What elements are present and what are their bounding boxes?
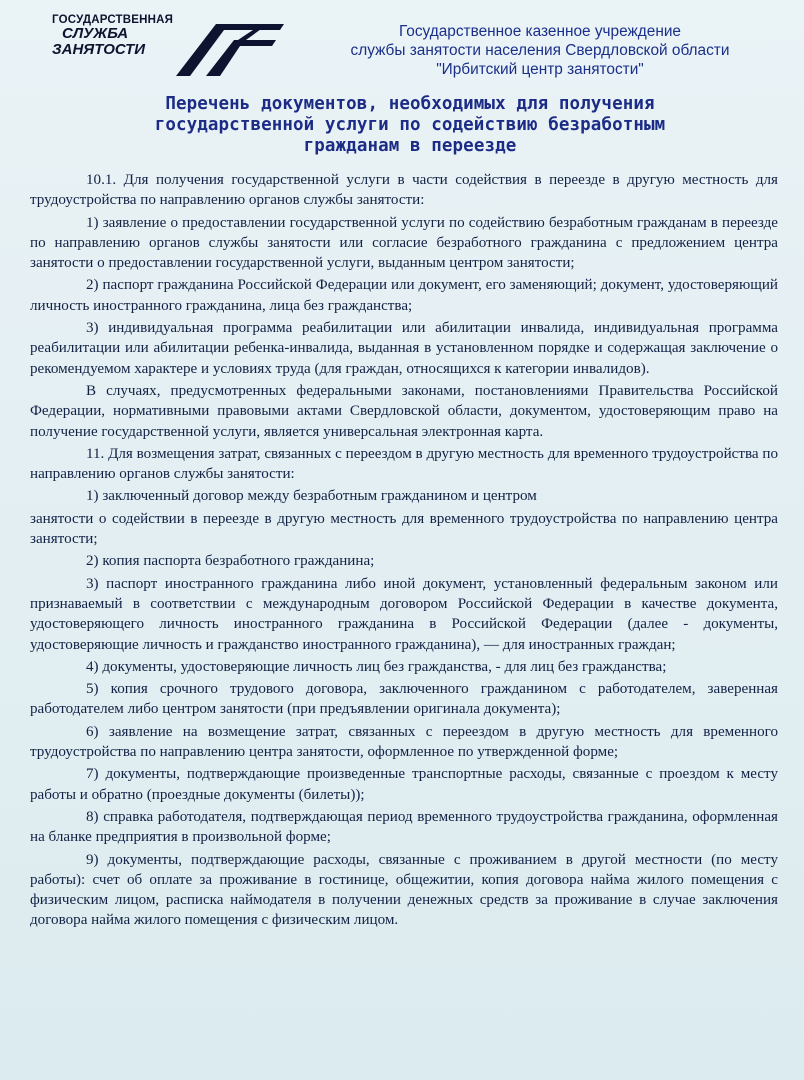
document-body <box>30 170 778 933</box>
organization-name <box>290 22 790 79</box>
list-item-11-8: 8) справка работодателя, подтверждающая период временного трудоустройства гражданина, оформленная на бланке предприятия в произвольной форме; <box>30 808 778 846</box>
list-item-11-4: 4) документы, удостоверяющие личность лиц без гражданства, - для лиц без гражданства; <box>86 658 667 675</box>
org-line-1: Государственное казенное учреждение <box>399 23 681 40</box>
list-item-10-1-2: 2) паспорт гражданина Российской Федерации или документ, его заменяющий; документ, удостоверяющий личность иностранного гражданина, лица без гражданства; <box>30 277 778 314</box>
paragraph-10-1-note: В случаях, предусмотренных федеральными законами, постановлениями Правительства Российской Федерации, нормативными правовыми актами Свердловской области, документом, удостоверяющим право на получение государственной услуги, является универсальная электронная карта. <box>30 382 778 440</box>
header <box>0 0 804 88</box>
list-item-11-6: 6) заявление на возмещение затрат, связанных с переездом в другую местность для временного трудоустройства по направлению центра занятости, оформленное по утвержденной форме; <box>30 723 778 761</box>
list-item-11-1-start: 1) заключенный договор между безработным гражданином и центром <box>86 488 537 505</box>
org-line-3: "Ирбитский центр занятости" <box>436 61 644 78</box>
title-line-2: государственной услуги по содействию безработным <box>154 115 666 135</box>
list-item-11-5: 5) копия срочного трудового договора, заключенного гражданином с работодателем, заверенная работодателем либо центром занятости (при предъявлении оригинала документа); <box>30 681 778 718</box>
list-item-11-7: 7) документы, подтверждающие произведенные транспортные расходы, связанные с проездом к месту работы и обратно (проездные документы (билеты)); <box>30 766 778 803</box>
service-logo-text <box>52 14 182 58</box>
paragraph-10-1: 10.1. Для получения государственной услуги в части содействия в переезде в другую местность для трудоустройства по направлению органов службы занятости: <box>30 172 778 209</box>
title-line-1: Перечень документов, необходимых для получения <box>165 94 655 114</box>
paragraph-11: 11. Для возмещения затрат, связанных с переездом в другую местность для временного трудоустройства по направлению органов службы занятости: <box>30 445 778 483</box>
title-line-3: гражданам в переезде <box>303 136 517 156</box>
logo-line-3: ЗАНЯТОСТИ <box>52 40 146 58</box>
service-logo-mark-icon <box>176 18 286 78</box>
list-item-11-9: 9) документы, подтверждающие расходы, связанные с проживанием в другой местности (по месту работы): счет об оплате за проживание в гостинице, общежитии, копия договора найма жилого помещения с физическим лицом, расписка наймодателя в получении денежных средств за проживание в случае заключения договора найма жилого помещения с физическим лицом. <box>30 851 778 929</box>
document-title <box>30 94 790 157</box>
list-item-11-2: 2) копия паспорта безработного гражданина; <box>86 553 375 570</box>
list-item-10-1-1: 1) заявление о предоставлении государственной услуги по содействию безработным гражданам в переезде по направлению органов службы занятости или согласие безработного гражданина с предложением центра занятости о предоставлении государственной услуги, выданным центром занятости; <box>30 214 778 272</box>
list-item-10-1-3: 3) индивидуальная программа реабилитации или абилитации инвалида, индивидуальная программа реабилитации или абилитации ребенка-инвалида, выданная в установленном порядке и содержащая заключение о рекомендуемом характере и условиях труда (для граждан, относящихся к категории инвалидов). <box>30 320 778 377</box>
logo-line-2: СЛУЖБА <box>62 25 129 43</box>
org-line-2: службы занятости населения Свердловской области <box>350 42 730 59</box>
logo-line-1: ГОСУДАРСТВЕННАЯ <box>52 14 174 26</box>
list-item-11-1-continued: занятости о содействии в переезде в другую местность для временного трудоустройства по направлению центра занятости; <box>30 510 778 548</box>
list-item-11-3: 3) паспорт иностранного гражданина либо иной документ, установленный федеральным законом или признаваемый в соответствии с международным договором Российской Федерации в качестве документа, удостоверяющего личность иностранного гражданина в Российской Федерации (далее - документы, удостоверяющие личность и гражданство иностранного гражданина), — для иностранных граждан; <box>30 575 778 653</box>
